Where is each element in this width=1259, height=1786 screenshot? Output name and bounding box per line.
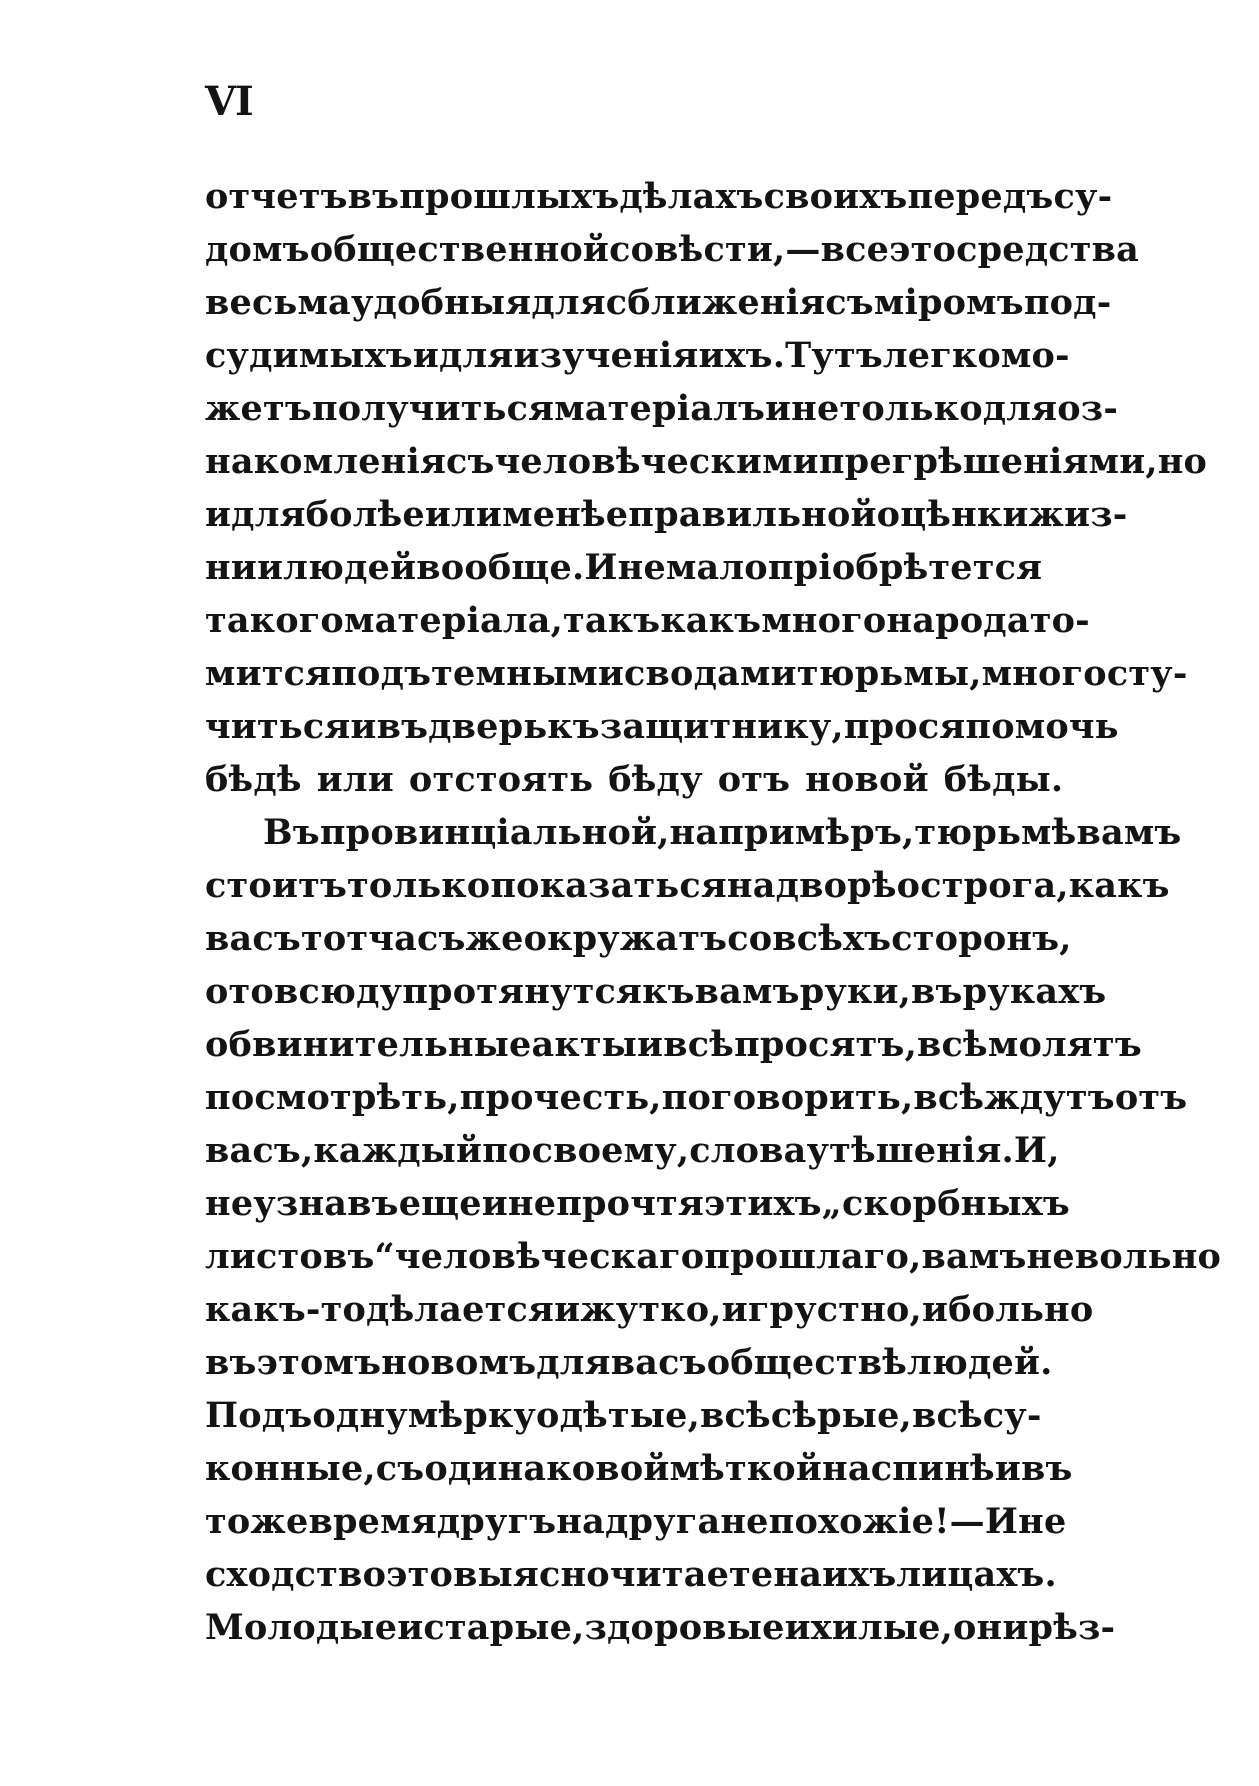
- word: темными: [431, 653, 624, 694]
- word: для: [982, 388, 1058, 429]
- word: сторонъ,: [891, 918, 1072, 959]
- word: жутко,: [580, 1289, 722, 1330]
- word: новомъ: [381, 1342, 537, 1383]
- word: дѣлается: [366, 1289, 555, 1330]
- word: не: [617, 547, 666, 588]
- word: прошлаго,: [704, 1236, 922, 1277]
- word: и: [554, 1289, 581, 1330]
- word: въ: [911, 971, 963, 1012]
- word: невольно: [1026, 1236, 1222, 1277]
- word: здоровые: [584, 1607, 785, 1648]
- word: мѣткой: [669, 1448, 823, 1489]
- word: такого: [205, 600, 344, 641]
- word: и: [256, 547, 284, 588]
- word: сводами: [624, 653, 797, 694]
- word: только: [347, 865, 491, 906]
- word: получиться: [311, 388, 555, 429]
- word: и: [921, 1289, 949, 1330]
- word: они: [953, 1607, 1029, 1648]
- word: старые,: [423, 1607, 585, 1648]
- word: помочь: [965, 706, 1119, 747]
- word: стоитъ: [205, 865, 348, 906]
- word: міромъ: [873, 282, 1024, 323]
- word: всѣ: [699, 1395, 771, 1436]
- word: друга: [605, 1501, 721, 1542]
- text-line: [205, 1124, 1060, 1177]
- word: не: [791, 388, 840, 429]
- word: оз-: [1057, 388, 1119, 429]
- word: одѣтые,: [536, 1395, 700, 1436]
- word: одну: [312, 1395, 408, 1436]
- word: всѣ: [917, 1024, 988, 1065]
- word: въ: [347, 176, 400, 217]
- word: грустно,: [747, 1289, 922, 1330]
- word: всѣхъ: [772, 918, 892, 959]
- word: и: [994, 1448, 1022, 1489]
- word: но: [1157, 441, 1208, 482]
- word: рукахъ: [962, 971, 1107, 1012]
- word: въ: [1021, 1448, 1073, 1489]
- word: сходство: [205, 1554, 387, 1595]
- word: на: [556, 1501, 605, 1542]
- word: съ: [375, 1448, 425, 1489]
- word: въ: [376, 706, 429, 747]
- word: мало: [665, 547, 768, 588]
- text-line: [205, 859, 1170, 912]
- word: прося: [843, 706, 966, 747]
- word: мится: [205, 653, 332, 694]
- word: отъ: [717, 759, 791, 800]
- word: много: [981, 653, 1107, 694]
- text-line: [205, 1495, 1067, 1548]
- text-line: [205, 276, 1112, 329]
- word: дѣлахъ: [619, 176, 764, 217]
- word: не: [507, 1183, 557, 1224]
- word: напримѣръ,: [669, 812, 915, 853]
- text-line: [205, 382, 1119, 435]
- word: правильной: [628, 494, 877, 535]
- word: или: [316, 759, 394, 800]
- word: каждый: [313, 1130, 483, 1171]
- word: менѣе: [502, 494, 629, 535]
- word: вамъ: [1076, 812, 1182, 853]
- word: провинціальной,: [319, 812, 670, 853]
- word: и: [397, 1607, 424, 1648]
- word: ждутъ: [984, 1077, 1115, 1118]
- text-line: [205, 1018, 1142, 1071]
- word: не: [1018, 1501, 1067, 1542]
- word: или: [424, 494, 503, 535]
- text-line: [205, 1230, 1222, 1283]
- word: похожіе!—И: [768, 1501, 1019, 1542]
- word: читься: [205, 706, 351, 747]
- word: и: [637, 1024, 664, 1065]
- word: прочтя: [556, 1183, 704, 1224]
- word: еще: [398, 1183, 482, 1224]
- word: обвинительные: [205, 1024, 532, 1065]
- word: отовсюду: [205, 971, 403, 1012]
- word: какъ-то: [205, 1289, 367, 1330]
- word: Тутъ: [785, 335, 883, 376]
- word: человѣческими: [494, 441, 819, 482]
- word: по: [482, 1130, 532, 1171]
- word: су-: [1053, 176, 1113, 217]
- word: изученія: [513, 335, 699, 376]
- word: рѣз-: [1028, 1607, 1116, 1648]
- word: протянутся: [402, 971, 643, 1012]
- word: тотчасъ: [300, 918, 466, 959]
- word: бѣду: [608, 759, 703, 800]
- word: ясно: [512, 1554, 610, 1595]
- word: дворѣ: [775, 865, 897, 906]
- word: людей: [283, 547, 417, 588]
- word: на: [773, 1554, 823, 1595]
- text-line: [205, 541, 1043, 594]
- word: васъ: [205, 918, 301, 959]
- word: на: [726, 865, 776, 906]
- text-line: [205, 1283, 1094, 1336]
- word: время: [308, 1501, 437, 1542]
- word: и: [721, 1289, 748, 1330]
- word: больно: [948, 1289, 1094, 1330]
- word: матеріала,: [343, 600, 564, 641]
- word: это: [889, 229, 957, 270]
- word: ни: [205, 547, 257, 588]
- word: накомленія: [205, 441, 447, 482]
- word: жетъ: [205, 388, 312, 429]
- word: съ: [446, 441, 495, 482]
- word: совѣсти,—все: [609, 229, 890, 270]
- word: и: [205, 494, 232, 535]
- word: со: [727, 918, 773, 959]
- word: Въ: [263, 812, 320, 853]
- text-line: [205, 965, 1107, 1018]
- word: ихъ: [822, 1554, 897, 1595]
- word: тюрьмѣ: [914, 812, 1077, 853]
- word: мо-: [1000, 335, 1070, 376]
- word: своему,: [531, 1130, 690, 1171]
- word: острога,: [896, 865, 1069, 906]
- word: для: [531, 282, 606, 323]
- word: болѣе: [305, 494, 425, 535]
- word: всѣ: [911, 1395, 983, 1436]
- word: этомъ: [256, 1342, 382, 1383]
- word: народа: [886, 600, 1030, 641]
- word: отчетъ: [205, 176, 348, 217]
- word: листовъ“: [205, 1236, 395, 1277]
- word: прочесть,: [459, 1077, 662, 1118]
- word: И,: [1013, 1130, 1060, 1171]
- word: отстоять: [408, 759, 594, 800]
- text-line: [205, 753, 1064, 806]
- word: сѣрые,: [770, 1395, 912, 1436]
- word: защитнику,: [599, 706, 844, 747]
- word: обществѣ: [706, 1342, 908, 1383]
- word: под-: [1023, 282, 1112, 323]
- text-line: [205, 1442, 1073, 1495]
- word: прошлыхъ: [399, 176, 620, 217]
- word: на: [822, 1448, 871, 1489]
- word: подъ: [331, 653, 432, 694]
- text-line: [205, 435, 1208, 488]
- text-line: [205, 488, 1128, 541]
- word: прегрѣшеніями,: [818, 441, 1158, 482]
- word: руки,: [799, 971, 911, 1012]
- word: спинѣ: [870, 1448, 995, 1489]
- word: сближенія: [605, 282, 826, 323]
- word: одинаковой: [424, 1448, 670, 1489]
- word: же: [465, 918, 524, 959]
- word: пріобрѣтется: [767, 547, 1043, 588]
- word: и: [412, 335, 439, 376]
- text-line: [205, 170, 1113, 223]
- word: такъ: [563, 600, 661, 641]
- word: „скорбныхъ: [821, 1183, 1070, 1224]
- word: и: [350, 706, 377, 747]
- text-line: [205, 223, 1140, 276]
- word: домъ: [205, 229, 310, 270]
- text-line: [205, 1177, 1070, 1230]
- word: то-: [1029, 600, 1090, 641]
- text-line: [205, 1336, 1053, 1389]
- word: удобныя: [350, 282, 532, 323]
- word: для: [231, 494, 306, 535]
- word: тоже: [205, 1501, 309, 1542]
- word: вамъ: [921, 1236, 1027, 1277]
- word: сту-: [1106, 653, 1188, 694]
- word: весьма: [205, 282, 351, 323]
- word: читаете: [609, 1554, 774, 1595]
- word: дверь: [428, 706, 548, 747]
- word: отъ: [1114, 1077, 1188, 1118]
- word: И: [584, 547, 618, 588]
- word: поговорить,: [661, 1077, 914, 1118]
- word: всѣ: [913, 1077, 985, 1118]
- word: своихъ: [763, 176, 908, 217]
- word: вообще.: [416, 547, 585, 588]
- word: этихъ: [703, 1183, 822, 1224]
- word: къ: [547, 706, 600, 747]
- word: къ: [642, 971, 695, 1012]
- word: узнавъ: [253, 1183, 399, 1224]
- word: какъ: [660, 600, 762, 641]
- word: и: [481, 1183, 508, 1224]
- text-line: [205, 594, 1090, 647]
- word: средства: [956, 229, 1140, 270]
- text-line: [205, 912, 1072, 965]
- page-number: VI: [205, 78, 253, 125]
- word: и: [765, 388, 792, 429]
- word: много: [761, 600, 887, 641]
- word: конные,: [205, 1448, 376, 1489]
- text-line: [205, 806, 1182, 859]
- word: бѣды.: [943, 759, 1064, 800]
- text-line: [205, 1548, 1057, 1601]
- word: новой: [805, 759, 929, 800]
- word: Подъ: [205, 1395, 313, 1436]
- word: передъ: [907, 176, 1054, 217]
- word: для: [438, 335, 514, 376]
- word: общественной: [309, 229, 610, 270]
- word: легко: [882, 335, 1001, 376]
- word: и: [784, 1607, 811, 1648]
- word: это: [386, 1554, 454, 1595]
- word: мѣрку: [407, 1395, 537, 1436]
- word: другъ: [436, 1501, 557, 1542]
- word: всѣ: [663, 1024, 735, 1065]
- word: хилые,: [810, 1607, 953, 1648]
- word: не: [205, 1183, 254, 1224]
- word: слова: [689, 1130, 807, 1171]
- word: только: [839, 388, 983, 429]
- word: посмотрѣть,: [205, 1077, 460, 1118]
- word: человѣческаго: [394, 1236, 705, 1277]
- word: съ: [825, 282, 874, 323]
- word: ихъ.: [698, 335, 786, 376]
- word: васъ,: [205, 1130, 314, 1171]
- word: не: [720, 1501, 769, 1542]
- word: матеріалъ: [554, 388, 765, 429]
- word: для: [536, 1342, 611, 1383]
- word: лицахъ.: [896, 1554, 1057, 1595]
- word: какъ: [1068, 865, 1170, 906]
- word: показаться: [490, 865, 727, 906]
- word: людей.: [907, 1342, 1053, 1383]
- word: судимыхъ: [205, 335, 413, 376]
- word: просятъ,: [734, 1024, 917, 1065]
- word: вамъ: [694, 971, 800, 1012]
- text-line: [205, 329, 1070, 382]
- word: акты: [531, 1024, 638, 1065]
- word: тюрьмы,: [796, 653, 982, 694]
- word: оцѣнки: [876, 494, 1029, 535]
- word: вы: [453, 1554, 513, 1595]
- word: васъ: [610, 1342, 707, 1383]
- text-line: [205, 1601, 1116, 1654]
- word: жиз-: [1028, 494, 1128, 535]
- text-line: [205, 1389, 1042, 1442]
- word: утѣшенія.: [806, 1130, 1014, 1171]
- body-text: [205, 170, 1222, 1654]
- text-line: [205, 1071, 1188, 1124]
- text-line: [205, 700, 1119, 753]
- word: окружатъ: [523, 918, 728, 959]
- word: бѣдѣ: [205, 759, 302, 800]
- text-line: [205, 647, 1188, 700]
- word: въ: [205, 1342, 257, 1383]
- word: су-: [982, 1395, 1042, 1436]
- word: Молодые: [205, 1607, 398, 1648]
- word: молятъ: [987, 1024, 1142, 1065]
